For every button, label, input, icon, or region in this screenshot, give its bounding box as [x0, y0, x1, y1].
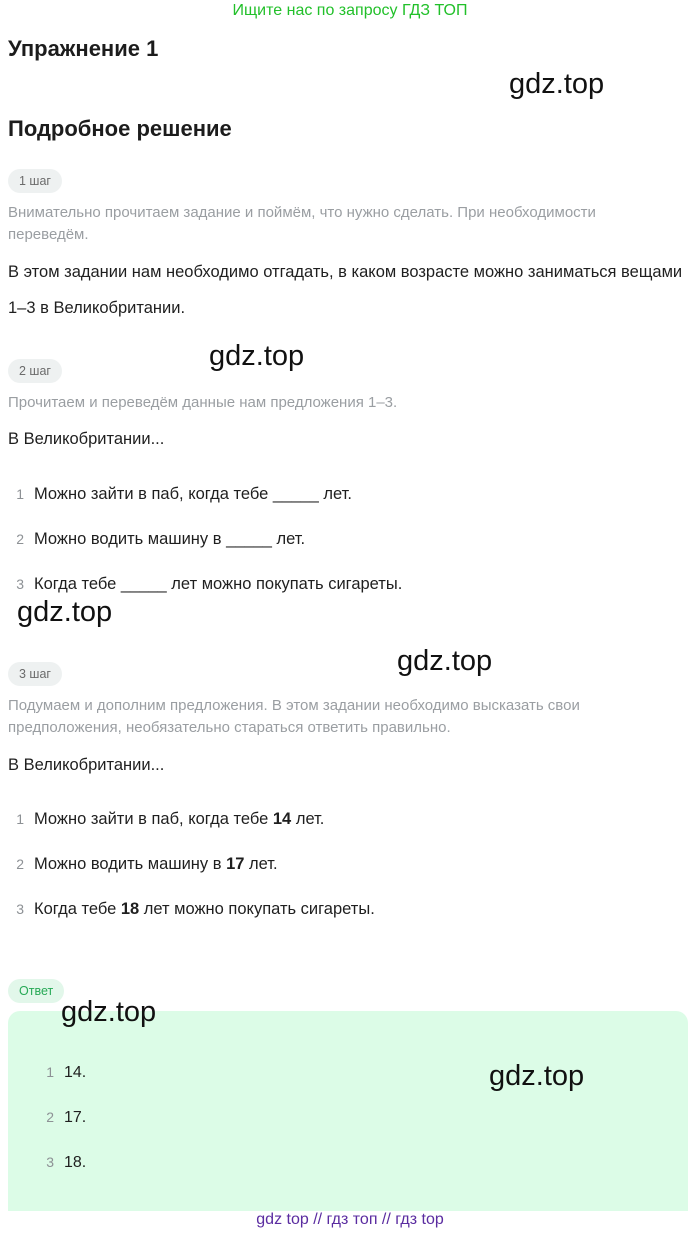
watermark: gdz.top — [17, 596, 113, 628]
list-item-text-after: лет можно покупать сигареты. — [139, 900, 375, 918]
solution-heading: Подробное решение — [8, 116, 232, 141]
list-item-answer: 18 — [120, 900, 140, 918]
list-item-text-before: Можно водить машину в — [34, 855, 227, 873]
list-item-text-after: лет. — [244, 855, 278, 873]
list-item-number: 2 — [16, 856, 24, 872]
watermark: gdz.top — [489, 1060, 585, 1092]
step-2-hint: Прочитаем и переведём данные нам предложения 1–3. — [8, 394, 398, 411]
watermark: gdz.top — [509, 68, 605, 100]
exercise-title: Упражнение 1 — [8, 36, 159, 61]
list-item-answer: 14 — [272, 810, 292, 828]
answer-item-number: 1 — [46, 1064, 54, 1080]
list-item — [0, 897, 375, 921]
step-chip-2: 2 шаг — [8, 359, 62, 383]
step-chip-1: 1 шаг — [8, 169, 62, 193]
list-item-number: 1 — [16, 486, 24, 502]
answer-item — [8, 1150, 86, 1174]
answer-chip: Ответ — [8, 979, 64, 1003]
step-2-lead: В Великобритании... — [8, 430, 165, 448]
list-item-answer: 17 — [226, 855, 245, 873]
answer-item-text: 17. — [64, 1109, 87, 1126]
list-item — [0, 807, 324, 831]
search-banner: Ищите нас по запросу ГДЗ ТОП — [232, 2, 468, 19]
list-item-text: Можно зайти в паб, когда тебе _____ лет. — [34, 485, 352, 503]
list-item-text: Можно водить машину в _____ лет. — [34, 530, 306, 548]
footer-links: gdz top // гдз топ // гдз top — [256, 1211, 444, 1228]
step-3-lead: В Великобритании... — [8, 756, 165, 774]
watermark: gdz.top — [209, 340, 305, 372]
list-item — [0, 852, 278, 876]
answer-item-text: 18. — [64, 1154, 87, 1171]
watermark: gdz.top — [61, 996, 157, 1028]
step-1-hint: Внимательно прочитаем задание и поймём, что нужно сделать. При необходимости переведём. — [8, 204, 596, 243]
answer-item — [8, 1060, 86, 1084]
list-item-number: 1 — [16, 811, 24, 827]
answer-item-number: 3 — [46, 1154, 54, 1170]
answer-item — [8, 1105, 86, 1129]
answer-box — [8, 1011, 688, 1211]
list-item-text-after: лет. — [291, 810, 325, 828]
step-1-text: В этом задании нам необходимо отгадать, в каком возрасте можно заниматься вещами 1–3 в Великобритании. — [8, 263, 683, 317]
list-item-text-before: Когда тебе — [34, 900, 121, 918]
list-item-number: 3 — [16, 576, 24, 592]
list-item-number: 2 — [16, 531, 24, 547]
list-item-text: Когда тебе _____ лет можно покупать сигареты. — [34, 575, 403, 593]
answer-item-text: 14. — [64, 1064, 87, 1081]
answer-item-number: 2 — [46, 1109, 54, 1125]
watermark: gdz.top — [397, 645, 493, 677]
list-item — [0, 527, 305, 551]
step-chip-3: 3 шаг — [8, 662, 62, 686]
step-3-hint: Подумаем и дополним предложения. В этом задании необходимо высказать свои предположения, необязательно стараться ответить правильно. — [8, 697, 580, 736]
list-item — [0, 572, 402, 596]
list-item-number: 3 — [16, 901, 24, 917]
list-item-text-before: Можно зайти в паб, когда тебе — [34, 810, 273, 828]
list-item — [0, 482, 352, 506]
